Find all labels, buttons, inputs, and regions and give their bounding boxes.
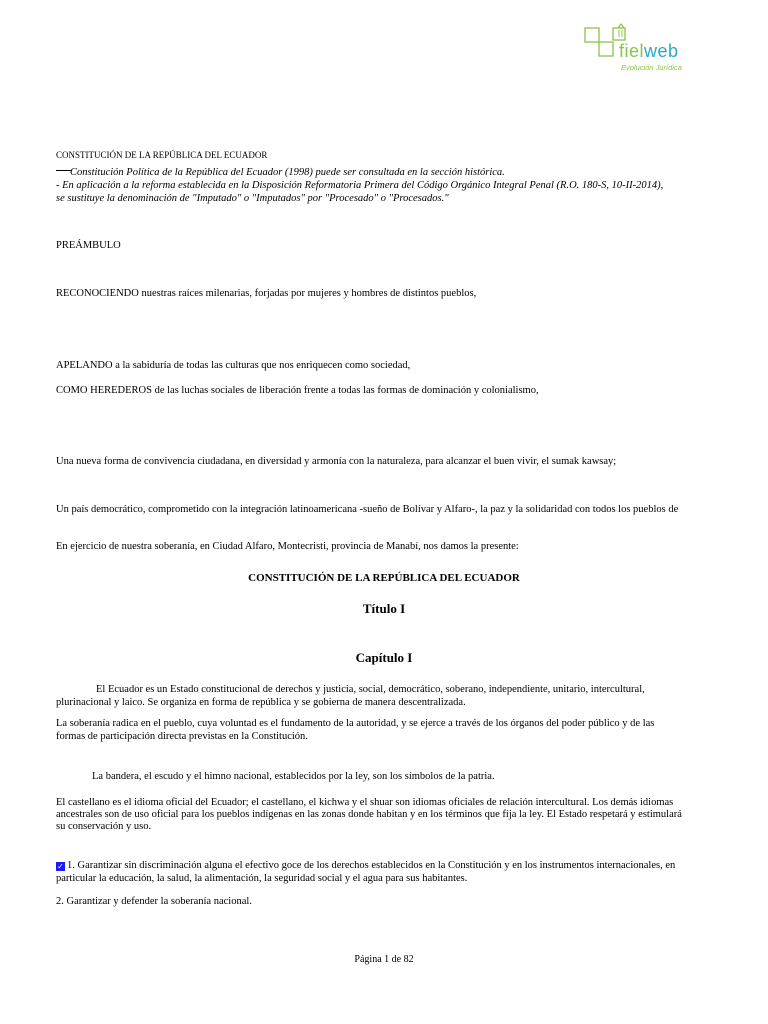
logo-tagline: Evolución Jurídica (621, 63, 682, 72)
item1-line-1: ✓ 1. Garantizar sin discriminación alguna el efectivo goce de los derechos establecidos en la Constitución y en los instrumentos internacionales, en (57, 860, 676, 871)
preambulo-heading: PREÁMBULO (56, 240, 121, 251)
para-herederos: COMO HEREDEROS de las luchas sociales de liberación frente a todas las formas de dominación y colonialismo, (56, 385, 539, 396)
note-line-1: Constitución Política de la República del Ecuador (1998) puede ser consultada en la sección histórica. (70, 167, 505, 178)
note-line-2: - En aplicación a la reforma establecida en la Disposición Reformatoria Primera del Código Orgánico Integral Penal (R.O. 180-S, 10-II-2014), (56, 180, 664, 191)
art1-line-1: El Ecuador es un Estado constitucional de derechos y justicia, social, democrático, soberano, independiente, unitario, intercultural, (96, 684, 645, 695)
capitulo-heading: Capítulo I (355, 650, 413, 665)
para-pais: Un país democrático, comprometido con la integración latinoamericana -sueño de Bolívar y Alfaro-, la paz y la solidaridad con todos los pueblos de (56, 504, 679, 515)
castellano-line-3: su conservación y uso. (56, 821, 152, 832)
checkbox-icon[interactable]: ✓ (57, 862, 64, 871)
note-line-3: se sustituye la denominación de "Imputado" o "Imputados" por "Procesado" o "Procesados." (56, 193, 449, 204)
para-nueva-forma: Una nueva forma de convivencia ciudadana, en diversidad y armonía con la naturaleza, para alcanzar el buen vivir, el sumak kawsay; (56, 456, 617, 467)
para-apelando: APELANDO a la sabiduría de todas las culturas que nos enriquecen como sociedad, (56, 360, 411, 371)
header-title: CONSTITUCIÓN DE LA REPÚBLICA DEL ECUADOR (56, 150, 268, 160)
constitution-title: CONSTITUCIÓN DE LA REPÚBLICA DEL ECUADOR (248, 572, 520, 584)
fielweb-logo (583, 22, 713, 76)
page-footer: Página 1 de 82 (354, 954, 414, 965)
art2-simbolos: La bandera, el escudo y el himno nacional, establecidos por la ley, son los símbolos de la patria. (92, 771, 495, 782)
art1-line-2: plurinacional y laico. Se organiza en forma de república y se gobierna de manera descentralizada. (56, 697, 466, 708)
castellano-line-1: El castellano es el idioma oficial del Ecuador; el castellano, el kichwa y el shuar son idiomas oficiales de relación intercultural. Los demás idiomas (56, 797, 674, 808)
titulo-heading: Título I (362, 601, 406, 616)
para-ejercicio: En ejercicio de nuestra soberanía, en Ciudad Alfaro, Montecristi, provincia de Manabí, nos damos la presente: (56, 541, 519, 552)
soberania-line-1: La soberanía radica en el pueblo, cuya voluntad es el fundamento de la autoridad, y se ejerce a través de los órganos del poder público y de las (56, 718, 655, 729)
logo-wordmark: fielweb (619, 41, 679, 61)
item2: 2. Garantizar y defender la soberanía nacional. (56, 896, 252, 907)
para-reconociendo: RECONOCIENDO nuestras raíces milenarias, forjadas por mujeres y hombres de distintos pueblos, (56, 288, 477, 299)
castellano-line-2: ancestrales son de uso oficial para los pueblos indígenas en las zonas donde habitan y en los términos que fija la ley. El Estado respetará y estimulará (56, 809, 682, 820)
soberania-line-2: formas de participación directa previstas en la Constitución. (56, 731, 308, 742)
item1-line-2: particular la educación, la salud, la alimentación, la seguridad social y el agua para sus habitantes. (56, 873, 468, 884)
